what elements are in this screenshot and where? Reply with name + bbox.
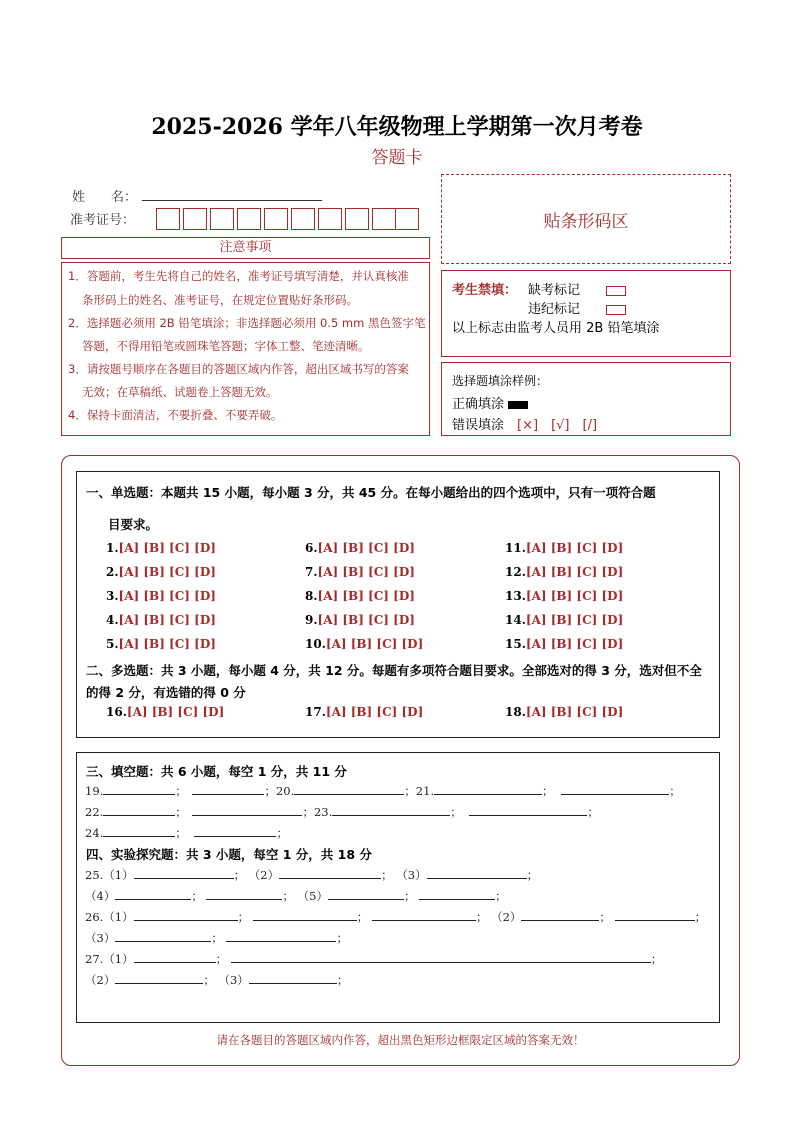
notice-line: 1．答题前，考生先将自己的姓名，准考证号填写清楚，并认真核准: [68, 269, 409, 283]
question-choice[interactable]: 7.[A] [B] [C] [D]: [305, 565, 415, 579]
answer-blank[interactable]: [419, 888, 495, 900]
fill-row: （3） ； ；: [85, 931, 348, 945]
question-choice[interactable]: 13.[A] [B] [C] [D]: [505, 589, 624, 603]
question-choice[interactable]: 4.[A] [B] [C] [D]: [106, 613, 216, 627]
answer-blank[interactable]: [134, 951, 216, 963]
notice-line: 4．保持卡面清洁，不要折叠、不要弄破。: [68, 408, 283, 422]
notice-box: [61, 262, 430, 436]
violation-label: 违纪标记: [528, 302, 581, 317]
answer-blank[interactable]: [231, 951, 651, 963]
answer-blank[interactable]: [226, 930, 336, 942]
answer-blank[interactable]: [615, 909, 695, 921]
absent-mark[interactable]: [606, 286, 626, 296]
absent-label: 缺考标记: [528, 283, 581, 298]
question-choice[interactable]: 2.[A] [B] [C] [D]: [106, 565, 216, 579]
question-choice[interactable]: 1.[A] [B] [C] [D]: [106, 541, 216, 555]
fill-row: 25.（1） ； （2） ； （3） ；: [85, 868, 539, 882]
exam-marks-label: 考生禁填：: [452, 283, 518, 298]
question-choice[interactable]: 6.[A] [B] [C] [D]: [305, 541, 415, 555]
question-choice[interactable]: 18.[A] [B] [C] [D]: [505, 705, 624, 719]
question-choice[interactable]: 10.[A] [B] [C] [D]: [305, 637, 424, 651]
answer-blank[interactable]: [328, 888, 404, 900]
question-choice[interactable]: 14.[A] [B] [C] [D]: [505, 613, 624, 627]
answer-blank[interactable]: [192, 804, 302, 816]
answer-blank[interactable]: [253, 909, 357, 921]
id-digit-box[interactable]: [264, 208, 288, 230]
notice-line: 3．请按题号顺序在各题目的答题区域内作答，超出区域书写的答案: [68, 362, 409, 376]
id-digit-box[interactable]: [183, 208, 207, 230]
fill-row: 22. ； ；23. ； ；: [85, 805, 599, 819]
id-digit-box[interactable]: [237, 208, 261, 230]
fill-row: 26.（1） ； ； ； （2） ； ；: [85, 910, 707, 924]
section3-heading: 三、填空题：共 6 小题，每空 1 分，共 11 分: [86, 764, 347, 779]
answer-blank[interactable]: [469, 804, 587, 816]
answer-blank[interactable]: [103, 825, 175, 837]
fill-row: （4） ； ； （5） ； ；: [85, 889, 507, 903]
page-subtitle: 答题卡: [371, 148, 423, 168]
answer-blank[interactable]: [206, 888, 282, 900]
answer-blank[interactable]: [249, 972, 337, 984]
exam-marks-note: 以上标志由监考人员用 2B 铅笔填涂: [452, 321, 660, 336]
section1-heading-cont: 目要求。: [108, 517, 159, 532]
fill-row: 24. ； ；: [85, 826, 288, 840]
violation-mark[interactable]: [606, 305, 626, 315]
footer-warning: 请在各题目的答题区域内作答，超出黑色矩形边框限定区域的答案无效！: [216, 1033, 585, 1047]
fill-row: （2） ； （3） ；: [85, 973, 349, 987]
page-title: 2025-2026 学年八年级物理上学期第一次月考卷: [151, 114, 643, 140]
id-label: 准考证号：: [70, 213, 136, 228]
answer-blank[interactable]: [294, 783, 404, 795]
answer-blank[interactable]: [434, 783, 542, 795]
answer-blank[interactable]: [115, 930, 211, 942]
id-digit-box[interactable]: [372, 208, 396, 230]
exam-marks-box: [441, 270, 731, 357]
id-digit-box[interactable]: [210, 208, 234, 230]
correct-fill-label: 正确填涂: [452, 397, 505, 412]
notice-line: 答题，不得用铅笔或圆珠笔答题；字体工整、笔迹清晰。: [82, 339, 370, 353]
question-choice[interactable]: 12.[A] [B] [C] [D]: [505, 565, 624, 579]
question-choice[interactable]: 11.[A] [B] [C] [D]: [505, 541, 624, 555]
question-choice[interactable]: 5.[A] [B] [C] [D]: [106, 637, 216, 651]
notice-line: 2．选择题必须用 2B 铅笔填涂；非选择题必须用 0.5 mm 黑色签字笔: [68, 316, 426, 330]
answer-blank[interactable]: [134, 909, 238, 921]
fill-row: 19. ； ；20. ；21. ； ；: [85, 784, 681, 798]
answer-blank[interactable]: [279, 867, 381, 879]
fill-example-box: [441, 362, 731, 436]
barcode-area: [441, 174, 731, 264]
answer-blank[interactable]: [194, 825, 276, 837]
answer-blank[interactable]: [103, 783, 175, 795]
notice-heading: 注意事项: [61, 237, 430, 259]
answer-blank[interactable]: [192, 783, 264, 795]
section2-heading-cont: 的得 2 分，有选错的得 0 分: [86, 685, 246, 700]
fill-example-label: 选择题填涂样例：: [452, 374, 549, 388]
answer-blank[interactable]: [115, 972, 203, 984]
id-digit-box[interactable]: [345, 208, 369, 230]
barcode-label: 贴条形码区: [543, 211, 629, 232]
name-field[interactable]: [142, 200, 322, 201]
answer-blank[interactable]: [372, 909, 476, 921]
question-choice[interactable]: 3.[A] [B] [C] [D]: [106, 589, 216, 603]
wrong-fill-label: 错误填涂: [452, 418, 505, 433]
question-choice[interactable]: 15.[A] [B] [C] [D]: [505, 637, 624, 651]
notice-line: 无效；在草稿纸、试题卷上答题无效。: [82, 385, 278, 399]
question-choice[interactable]: 16.[A] [B] [C] [D]: [106, 705, 225, 719]
question-choice[interactable]: 17.[A] [B] [C] [D]: [305, 705, 424, 719]
correct-fill-mark: [508, 401, 528, 409]
answer-blank[interactable]: [134, 867, 234, 879]
answer-blank[interactable]: [332, 804, 450, 816]
answer-blank[interactable]: [427, 867, 527, 879]
id-digit-box[interactable]: [318, 208, 342, 230]
question-choice[interactable]: 9.[A] [B] [C] [D]: [305, 613, 415, 627]
name-label: 姓 名：: [72, 190, 138, 205]
notice-line: 条形码上的姓名、准考证号，在规定位置贴好条形码。: [82, 293, 358, 307]
section4-heading: 四、实验探究题：共 3 小题，每空 1 分，共 18 分: [86, 847, 372, 862]
answer-blank[interactable]: [521, 909, 599, 921]
section2-heading: 二、多选题：共 3 小题，每小题 4 分，共 12 分。每题有多项符合题目要求。全部选对的得 3 分，选对但不全: [86, 663, 702, 678]
question-choice[interactable]: 8.[A] [B] [C] [D]: [305, 589, 415, 603]
section1-heading: 一、单选题：本题共 15 小题，每小题 3 分，共 45 分。在每小题给出的四个选项中，只有一项符合题: [86, 485, 656, 500]
id-digit-box[interactable]: [395, 208, 419, 230]
wrong-fill-marks: [×] [√] [/]: [517, 418, 598, 433]
answer-blank[interactable]: [115, 888, 191, 900]
fill-row: 27.（1） ； ；: [85, 952, 663, 966]
id-digit-box[interactable]: [291, 208, 315, 230]
answer-blank[interactable]: [561, 783, 669, 795]
answer-blank[interactable]: [103, 804, 175, 816]
id-digit-box[interactable]: [156, 208, 180, 230]
